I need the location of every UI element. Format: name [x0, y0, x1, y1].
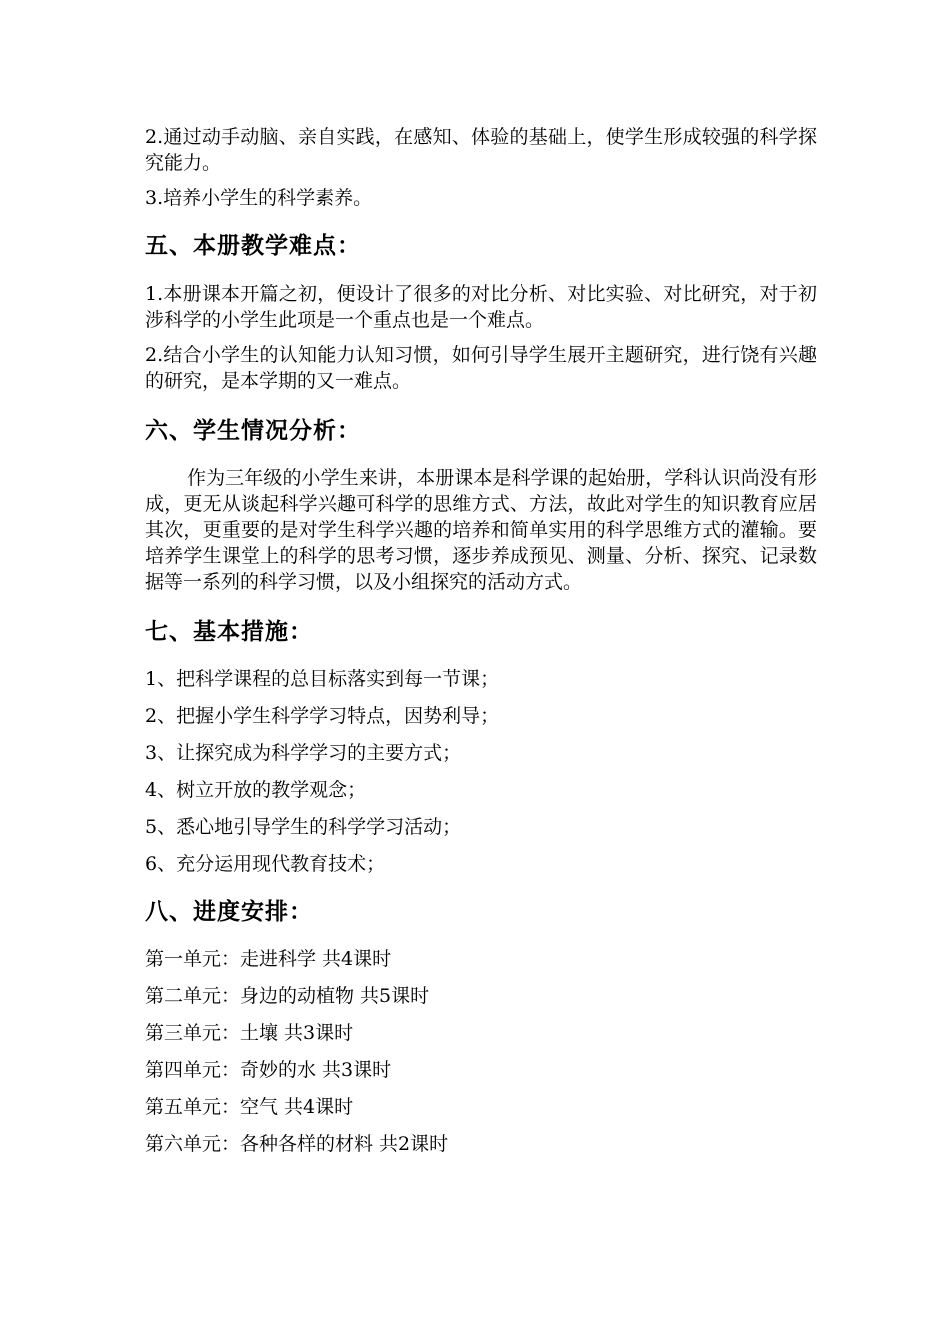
- measure-item: 4、树立开放的教学观念；: [145, 779, 367, 801]
- objective-item-2: 2.通过动手动脑、亲自实践，在感知、体验的基础上，使学生形成较强的科学探究能力。: [145, 126, 817, 174]
- measures-list: [145, 666, 817, 877]
- section-8-heading: 八、进度安排：: [145, 898, 313, 925]
- difficulty-item-1: 1.本册课本开篇之初，便设计了很多的对比分析、对比实验、对比研究，对于初涉科学的小学生此项是一个重点也是一个难点。: [145, 283, 817, 331]
- schedule-unit: 第一单元：走进科学 共4课时: [145, 948, 392, 970]
- difficulty-item-2: 2.结合小学生的认知能力认知习惯，如何引导学生展开主题研究，进行饶有兴趣的研究，是本学期的又一难点。: [145, 344, 817, 392]
- schedule-unit: 第三单元：土壤 共3课时: [145, 1022, 354, 1044]
- schedule-list: [145, 946, 817, 1157]
- measure-item: 1、把科学课程的总目标落实到每一节课；: [145, 668, 500, 690]
- measure-item: 6、充分运用现代教育技术；: [145, 853, 386, 875]
- measure-item: 3、让探究成为科学学习的主要方式；: [145, 742, 462, 764]
- section-6-heading: 六、学生情况分析：: [145, 417, 361, 444]
- objective-item-3: 3.培养小学生的科学素养。: [145, 187, 373, 209]
- schedule-unit: 第五单元：空气 共4课时: [145, 1096, 354, 1118]
- schedule-unit: 第二单元：身边的动植物 共5课时: [145, 985, 430, 1007]
- measure-item: 2、把握小学生科学学习特点，因势利导；: [145, 705, 500, 727]
- section-5-heading: 五、本册教学难点：: [145, 232, 361, 259]
- document-page: [145, 124, 817, 1157]
- schedule-unit: 第六单元：各种各样的材料 共2课时: [145, 1133, 449, 1155]
- section-7-heading: 七、基本措施：: [145, 618, 313, 645]
- schedule-unit: 第四单元：奇妙的水 共3课时: [145, 1059, 392, 1081]
- measure-item: 5、悉心地引导学生的科学学习活动；: [145, 816, 462, 838]
- student-analysis-paragraph: 作为三年级的小学生来讲，本册课本是科学课的起始册，学科认识尚没有形成，更无从谈起科学兴趣可科学的思维方式、方法，故此对学生的知识教育应居其次，更重要的是对学生科学兴趣的培养和简单实用的科学思维方式的灌输。要培养学生课堂上的科学的思考习惯，逐步养成预见、测量、分析、探究、记录数据等一系列的科学习惯，以及小组探究的活动方式。: [145, 467, 817, 593]
